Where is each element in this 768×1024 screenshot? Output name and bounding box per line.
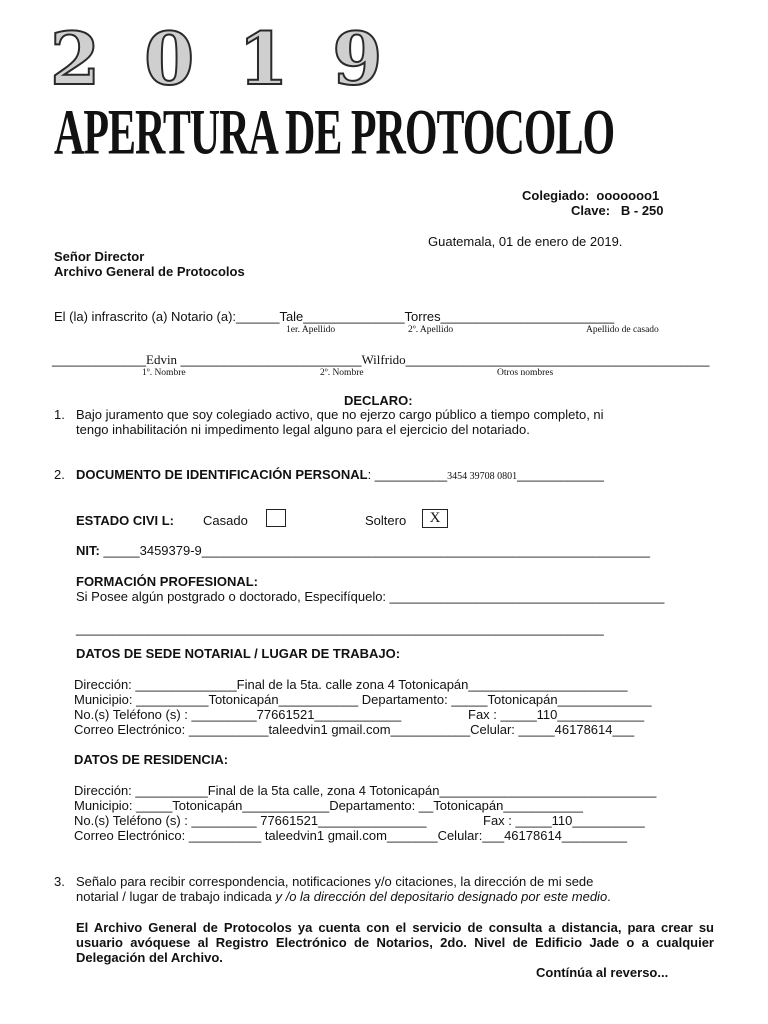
casado-label: Casado — [203, 513, 248, 528]
res-telefono-label: No.(s) Teléfono (s) : — [74, 813, 188, 828]
remote-service-notice: El Archivo General de Protocolos ya cuenta con el servicio de consulta a distancia, para crear su usuario avóquese al Registro Electrónico de Notarios, 2do. Nivel de Edificio Jade o a cualquier Delegación del Archivo. — [76, 920, 714, 965]
res-celular-label: Celular: — [437, 828, 483, 843]
res-direccion-line: Dirección: __________Final de la 5ta calle, zona 4 Totonicapán______________________________ — [74, 783, 657, 798]
res-direccion-value[interactable]: Final de la 5ta calle, zona 4 Totonicapán — [207, 783, 440, 798]
residencia-heading: DATOS DE RESIDENCIA: — [74, 752, 229, 767]
item3-number: 3. — [54, 874, 65, 889]
item3-line1: Señalo para recibir correspondencia, notificaciones y/o citaciones, la dirección de mi sede — [76, 874, 594, 889]
sede-departamento-label: Departamento: — [361, 692, 448, 707]
formacion-question: Si Posee algún postgrado o doctorado, Especifíquelo: — [76, 589, 387, 604]
notary-names-line: _____________Edvin _________________________Wilfrido__________________________________________ — [52, 352, 710, 367]
nit-line: NIT: _____3459379-9______________________________________________________________ — [76, 543, 651, 558]
sede-correo-value[interactable]: taleedvin1 gmail.com — [268, 722, 391, 737]
estado-civil-label: ESTADO CIVI L: — [76, 513, 174, 528]
label-first-surname: 1er. Apellido — [286, 325, 336, 335]
res-departamento-label: Departamento: — [329, 798, 416, 813]
item1-line2: tengo inhabilitación ni impedimento legal alguno para el ejercicio del notariado. — [76, 422, 530, 437]
document-title: APERTURA DE PROTOCOLO — [54, 97, 615, 169]
doc-id-line: DOCUMENTO DE IDENTIFICACIÓN PERSONAL: __________3454 39708 0801____________ — [76, 467, 604, 482]
notary-surnames-line: El (la) infrascrito (a) Notario (a):______Tale______________Torres________________________ — [54, 309, 615, 324]
recipient-title: Señor Director — [54, 249, 145, 264]
res-fax-value[interactable]: 110 — [551, 813, 573, 828]
sede-correo-line: Correo Electrónico: ___________taleedvin1 gmail.com___________Celular: _____46178614___ — [74, 722, 635, 737]
first-surname-value[interactable]: Tale — [279, 309, 304, 324]
clave-line — [571, 203, 664, 218]
year-title: 2019 — [50, 16, 427, 101]
sede-telefono-value[interactable]: 77661521 — [256, 707, 315, 722]
sede-municipio-label: Municipio: — [74, 692, 133, 707]
res-telefono-line: No.(s) Teléfono (s) : _________ 77661521_______________ — [74, 813, 427, 828]
nit-label: NIT: — [76, 543, 100, 558]
label-married-surname: Apellido de casado — [586, 325, 659, 335]
doc-id-value[interactable]: 3454 39708 0801 — [447, 471, 518, 482]
item1-number: 1. — [54, 407, 65, 422]
res-municipio-label: Municipio: — [74, 798, 133, 813]
recipient-office: Archivo General de Protocolos — [54, 264, 245, 279]
res-fax-label: Fax : — [483, 813, 512, 828]
sede-fax-value[interactable]: 110 — [536, 707, 558, 722]
sede-celular-label: Celular: — [470, 722, 515, 737]
second-surname-value[interactable]: Torres — [404, 309, 441, 324]
item3-line2-normal: notarial / lugar de trabajo indicada — [76, 889, 276, 904]
colegiado-label: Colegiado: — [522, 188, 590, 203]
colegiado-line — [522, 188, 659, 203]
casado-checkbox[interactable] — [266, 509, 286, 527]
sede-direccion-value[interactable]: Final de la 5ta. calle zona 4 Totonicapán — [236, 677, 469, 692]
res-correo-line: Correo Electrónico: __________ taleedvin1 gmail.com_______Celular:___46178614_________ — [74, 828, 627, 843]
colegiado-value: ooooooo1 — [596, 188, 660, 203]
res-correo-label: Correo Electrónico: — [74, 828, 186, 843]
formacion-heading: FORMACIÓN PROFESIONAL: — [76, 574, 258, 589]
item3-line2 — [76, 889, 611, 904]
sede-celular-value[interactable]: 46178614 — [554, 722, 613, 737]
res-fax-line: Fax : _____110__________ — [483, 813, 645, 828]
declaro-heading: DECLARO: — [344, 393, 413, 408]
item2-number: 2. — [54, 467, 65, 482]
label-second-name: 2º. Nombre — [320, 368, 364, 378]
doc-id-colon: : — [367, 467, 372, 482]
res-telefono-value[interactable]: 77661521 — [260, 813, 319, 828]
sede-direccion-label: Dirección: — [74, 677, 132, 692]
res-municipio-value[interactable]: Totonicapán — [172, 798, 243, 813]
sede-municipio-value[interactable]: Totonicapán — [208, 692, 279, 707]
doc-id-label: DOCUMENTO DE IDENTIFICACIÓN PERSONAL — [76, 467, 368, 482]
res-municipio-line: Municipio: _____Totonicapán____________Departamento: __Totonicapán___________ — [74, 798, 583, 813]
formacion-question-line: Si Posee algún postgrado o doctorado, Especifíquelo: ______________________________________ — [76, 589, 665, 604]
soltero-label: Soltero — [365, 513, 407, 528]
sede-correo-label: Correo Electrónico: — [74, 722, 186, 737]
sede-heading: DATOS DE SEDE NOTARIAL / LUGAR DE TRABAJO: — [76, 646, 401, 661]
second-name-value[interactable]: Wilfrido — [361, 352, 406, 367]
item3-line2-end: . — [607, 889, 611, 904]
sede-direccion-line: Dirección: ______________Final de la 5ta. calle zona 4 Totonicapán______________________ — [74, 677, 628, 692]
first-name-value[interactable]: Edvin — [146, 352, 178, 367]
clave-label: Clave: — [571, 203, 611, 218]
sede-fax-line: Fax : _____110____________ — [468, 707, 645, 722]
place-date: Guatemala, 01 de enero de 2019. — [428, 234, 623, 249]
sede-fax-label: Fax : — [468, 707, 497, 722]
formacion-answer-line[interactable]: _________________________________________________________________________ — [76, 621, 604, 636]
label-first-name: 1º. Nombre — [142, 368, 186, 378]
nit-value[interactable]: 3459379-9 — [139, 543, 202, 558]
item3-line2-italic: y /o la dirección del depositario designado por este medio — [275, 889, 608, 904]
sede-telefono-label: No.(s) Teléfono (s) : — [74, 707, 188, 722]
label-second-surname: 2º. Apellido — [408, 325, 454, 335]
res-celular-value[interactable]: 46178614 — [504, 828, 562, 843]
res-direccion-label: Dirección: — [74, 783, 132, 798]
item1-line1: Bajo juramento que soy colegiado activo, que no ejerzo cargo público a tiempo completo, ni — [76, 407, 604, 422]
clave-value: B - 250 — [620, 203, 664, 218]
res-departamento-value[interactable]: Totonicapán — [433, 798, 504, 813]
sede-municipio-line: Municipio: __________Totonicapán___________ Departamento: _____Totonicapán_____________ — [74, 692, 652, 707]
notary-intro: El (la) infrascrito (a) Notario (a): — [54, 309, 237, 324]
res-correo-value[interactable]: taleedvin1 gmail.com — [264, 828, 387, 843]
soltero-checkbox[interactable]: X — [422, 509, 448, 528]
continue-on-reverse: Contínúa al reverso... — [536, 965, 669, 980]
sede-telefono-line: No.(s) Teléfono (s) : _________77661521____________ — [74, 707, 402, 722]
sede-departamento-value[interactable]: Totonicapán — [487, 692, 558, 707]
label-other-names: Otros nombres — [497, 368, 554, 378]
